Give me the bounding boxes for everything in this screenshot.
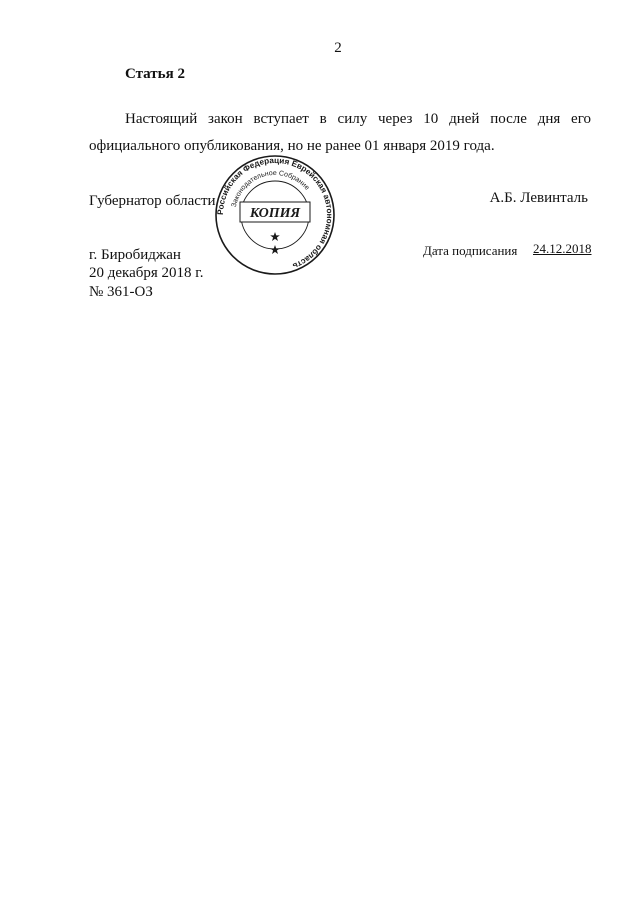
seal-star-icon [270, 232, 280, 241]
seal-outer-textpath: Российская Федерация Еврейская автономная область [215, 155, 335, 271]
signing-date: 24.12.2018 [533, 241, 592, 256]
official-seal [214, 154, 336, 276]
governor-name: А.Б. Левинталь [489, 190, 588, 206]
signing-date-label: Дата подписания [423, 243, 518, 258]
law-date: 20 декабря 2018 г. [89, 265, 204, 281]
law-number: № 361-ОЗ [89, 284, 153, 300]
seal-star-icon [270, 245, 280, 254]
governor-title: Губернатор области [89, 193, 216, 209]
city: г. Биробиджан [89, 247, 181, 263]
page-number: 2 [334, 40, 342, 56]
article-heading: Статья 2 [125, 66, 185, 82]
seal-center-text: КОПИЯ [249, 206, 301, 221]
article-text: Настоящий закон вступает в силу через 10 дней после дня его официального опубликования, но не ранее 01 января 2019 года. [89, 111, 591, 154]
seal-inner-textpath: Законодательное Собрание [230, 169, 311, 209]
